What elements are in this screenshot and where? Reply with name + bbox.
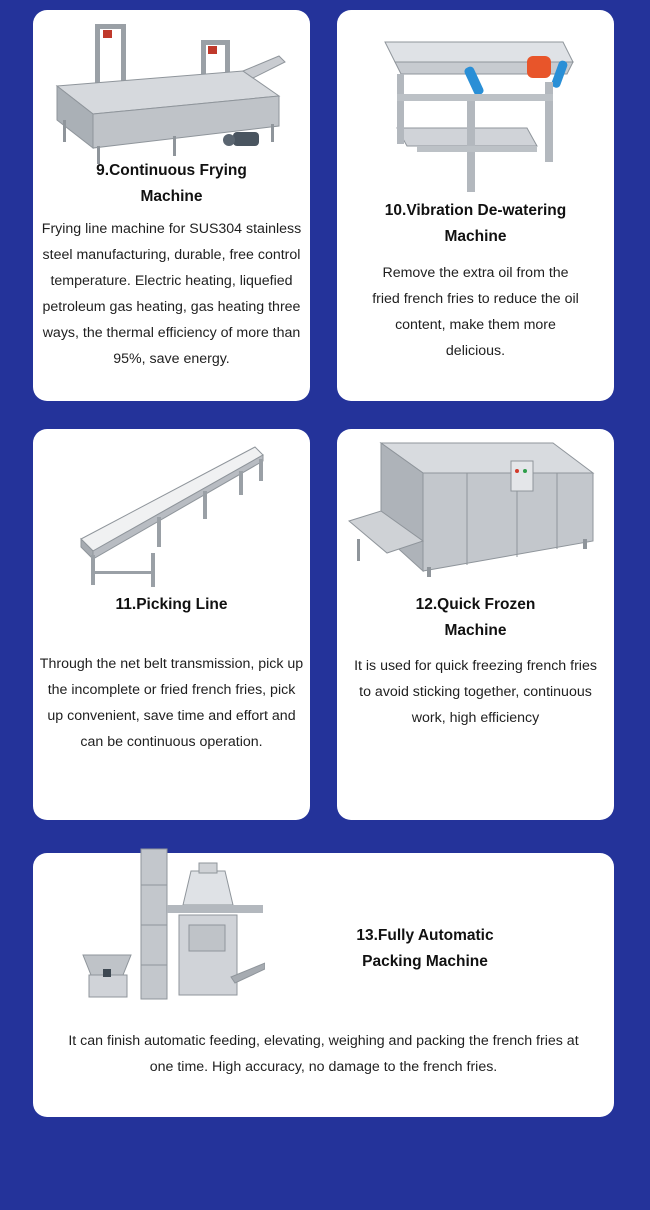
card-quick-frozen-machine <box>337 429 614 820</box>
vibration-dewatering-machine-image <box>377 34 577 194</box>
picking-line-conveyor-image <box>79 443 269 593</box>
card-title: 9.Continuous Frying Machine <box>96 162 247 205</box>
card-title: 12.Quick Frozen Machine <box>415 596 536 639</box>
card-description: Frying line machine for SUS304 stainless steel manufacturing, durable, free control temperature. Electric heating, liquefied petroleum gas heating, gas heating three ways, the thermal efficiency of more than 95%, save energy. <box>41 221 302 367</box>
card-vibration-dewatering-machine <box>337 10 614 401</box>
card-title: 10.Vibration De-watering Machine <box>384 202 567 245</box>
card-description: Through the net belt transmission, pick up the incomplete or fried french fries, pick up convenient, save time and effort and can be continuous operation. <box>39 656 304 750</box>
card-picking-line <box>33 429 310 820</box>
card-fully-automatic-packing-machine <box>33 853 614 1117</box>
card-title: 11.Picking Line <box>115 596 228 613</box>
automatic-packing-machine-image <box>79 845 265 1005</box>
card-title: 13.Fully Automatic Packing Machine <box>356 927 494 970</box>
continuous-frying-machine-image <box>53 16 288 166</box>
card-continuous-frying-machine <box>33 10 310 401</box>
card-description: It can finish automatic feeding, elevating, weighing and packing the french fries at one time. High accuracy, no damage to the french fries. <box>68 1033 579 1075</box>
quick-frozen-tunnel-image <box>347 437 605 587</box>
card-description: It is used for quick freezing french fries to avoid sticking together, continuous work, high efficiency <box>354 658 597 726</box>
card-description: Remove the extra oil from the fried french fries to reduce the oil content, make them more delicious. <box>372 265 579 359</box>
